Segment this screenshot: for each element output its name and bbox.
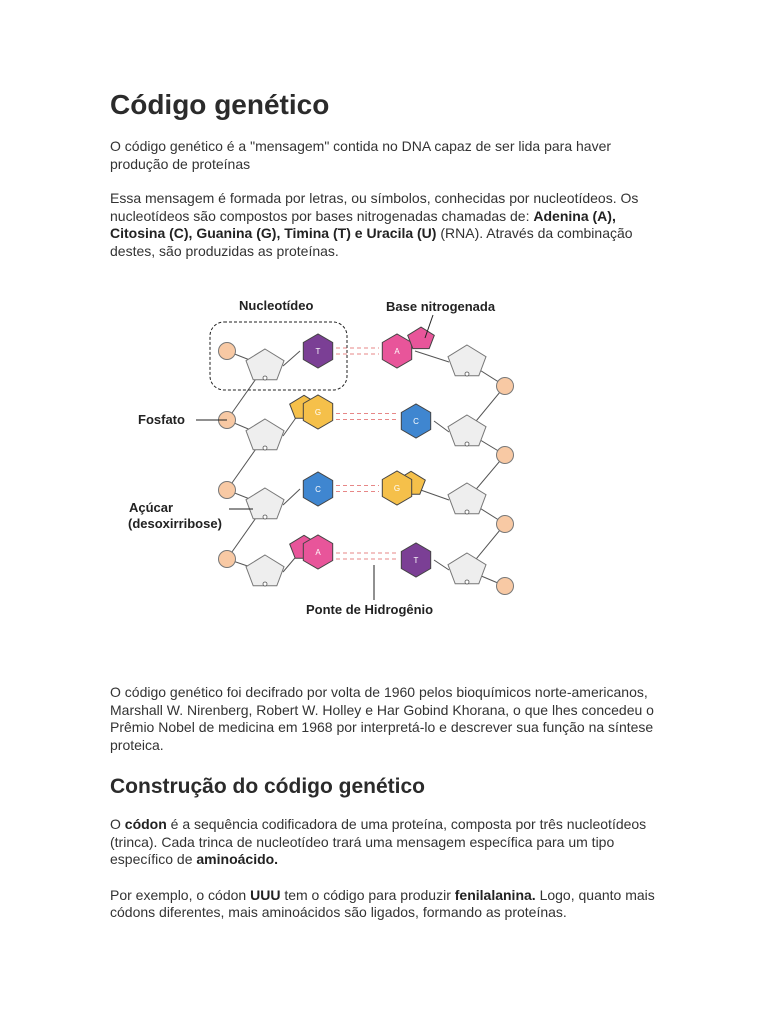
page-title: Código genético [110,89,330,120]
bold-text: Uracila (U) [366,225,437,241]
text: é a sequência codificadora de uma proteína, composta por três nucleotídeos (trinca). Cada trinca de nucleotídeo trará uma mensagem específica para um tipo específico de [110,816,647,867]
sugar-oxygen [465,372,469,376]
sugar-oxygen [465,442,469,446]
sugar-pentagon [246,349,284,380]
nucleotide-paragraph [110,190,670,260]
glycosidic-bond [434,421,449,432]
history-paragraph: O código genético foi decifrado por volta de 1960 pelos bioquímicos norte-americanos, Marshall W. Nirenberg, Robert W. Holley e Har Gobind Khorana, o que lhes concedeu o Prêmio Nobel de medicina em 1968 por interpretá-lo e descrever sua função na síntese proteica. [110,684,654,753]
base-letter: A [394,347,400,356]
sugar-pentagon [246,488,284,519]
sugar-pentagon [448,345,486,376]
sugar-pentagon [246,555,284,586]
bold-text: UUU [250,886,281,903]
sugars [246,345,486,586]
phosphate-circle [219,551,236,568]
bold-text: e [350,225,367,241]
bold-text: códon [124,816,167,832]
base-pentagon [408,327,435,349]
text: tem o código para produzir [280,886,455,903]
phosphate-circle [497,378,514,395]
right-strand [467,362,505,586]
sugar-pentagon [448,553,486,584]
sugar-pentagon [448,415,486,446]
sugar-oxygen [263,446,267,450]
label-hydrogen-bond: Ponte de Hidrogênio [306,602,434,617]
bold-text: aminoácido. [196,851,279,867]
glycosidic-bond [283,351,300,366]
text: Por exemplo, o códon [110,886,251,903]
label-sugar-type: (desoxirribose) [128,516,222,531]
sugar-oxygen [465,580,469,584]
dna-diagram [110,290,530,625]
codon-paragraph [110,816,670,869]
glycosidic-bond [415,351,449,362]
phosphate-circle [497,578,514,595]
phosphate-circle [219,343,236,360]
dna-diagram-svg [110,290,530,625]
base-letter: A [315,548,321,557]
text: O [110,816,125,832]
intro-paragraph: O código genético é a "mensagem" contida no DNA capaz de ser lida para haver produção de proteínas [110,138,612,172]
bold-text: Adenina (A), Citosina (C), Guanina (G), Timina (T) [110,207,616,241]
sugar-pentagon [246,419,284,450]
label-nucleotide: Nucleotídeo [239,298,314,313]
phosphate-circle [219,482,236,499]
left-strand [227,351,265,572]
base-letter: G [393,484,401,493]
backbone [227,351,505,586]
article-continued [110,684,670,922]
glycosidic-bond [434,560,449,570]
phosphate-circle [497,516,514,533]
sugar-oxygen [465,510,469,514]
phosphate-circle [497,447,514,464]
base-letter: T [413,556,419,565]
sugar-oxygen [263,515,267,519]
section-heading: Construção do código genético [110,775,426,798]
article [110,86,670,260]
base-letter: T [315,347,321,356]
text: (RNA). Através da combinação destes, são produzidas as proteínas. [110,225,633,259]
label-phosphate: Fosfato [138,412,185,427]
sugar-pentagon [448,483,486,514]
sugar-oxygen [263,582,267,586]
base-letter: C [315,485,321,494]
label-sugar: Açúcar [129,500,174,515]
hydrogen-bonds [336,348,401,559]
bases [290,327,435,577]
glycosidic-bond [283,489,300,505]
base-letter: C [413,417,419,426]
text: Logo, quanto mais códons diferentes, mais aminoácidos são ligados, formando as proteínas. [110,886,655,920]
bold-text: fenilalanina. [454,886,536,903]
example-paragraph [110,887,670,922]
sugar-oxygen [263,376,267,380]
label-base: Base nitrogenada [386,299,496,314]
text: Essa mensagem é formada por letras, ou símbolos, conhecidas por nucleotídeos. Os nucleotídeos são compostos por bases nitrogenadas chamadas de: [110,190,639,224]
base-letter: G [314,408,322,417]
